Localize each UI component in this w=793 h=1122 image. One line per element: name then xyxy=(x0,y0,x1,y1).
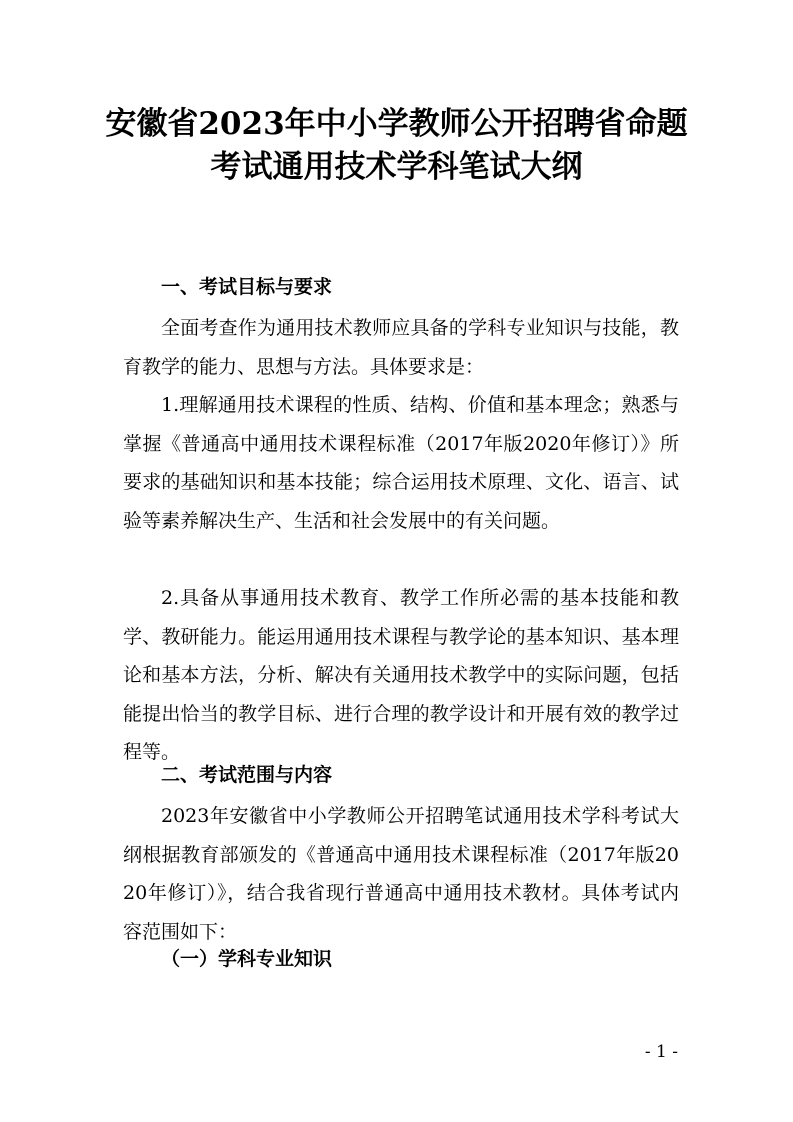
document-title-line2: 考试通用技术学科笔试大纲 xyxy=(210,149,583,185)
section1-paragraph-requirement-2: 2.具备从事通用技术教育、教学工作所必需的基本技能和教学、教研能力。能运用通用技术课程与教学论的基本知识、基本理论和基本方法，分析、解决有关通用技术教学中的实际问题，包括能提出恰当的教学目标、进行合理的教学设计和开展有效的教学过程等。 xyxy=(123,587,679,764)
page-number: - 1 - xyxy=(644,1042,678,1062)
section1-heading: 一、考试目标与要求 xyxy=(161,276,333,298)
section2-paragraph-intro: 2023年安徽省中小学教师公开招聘笔试通用技术学科考试大纲根据教育部颁发的《普通高中通用技术课程标准（2017年版2020年修订）》，结合我省现行普通高中通用技术教材。具体考试内容范围如下： xyxy=(123,805,679,943)
section2-heading: 二、考试范围与内容 xyxy=(161,764,333,786)
section1-paragraph-intro: 全面考查作为通用技术教师应具备的学科专业知识与技能，教育教学的能力、思想与方法。具体要求是： xyxy=(123,317,679,378)
section1-paragraph-requirement-1: 1.理解通用技术课程的性质、结构、价值和基本理念；熟悉与掌握《普通高中通用技术课程标准（2017年版2020年修订）》所要求的基础知识和基本技能；综合运用技术原理、文化、语言、试验等素养解决生产、生活和社会发展中的有关问题。 xyxy=(123,394,679,532)
document-title-line1: 安徽省2023年中小学教师公开招聘省命题 xyxy=(105,106,688,142)
section2-subheading-subject-knowledge: （一）学科专业知识 xyxy=(161,948,333,970)
